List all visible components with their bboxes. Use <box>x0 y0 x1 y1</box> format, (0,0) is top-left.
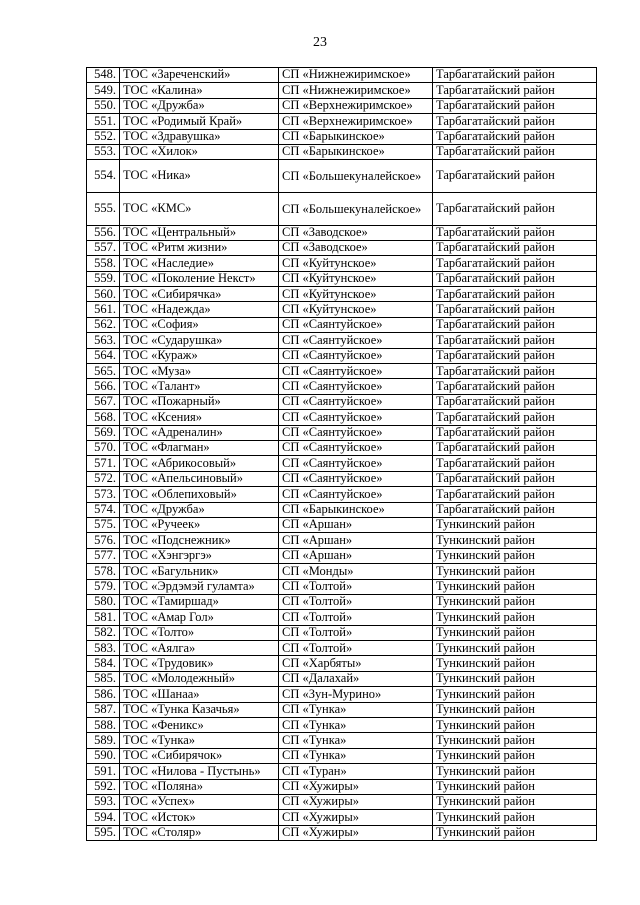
district-name: Тункинский район <box>433 733 597 748</box>
table-row <box>87 379 597 394</box>
row-number: 548. <box>87 68 120 83</box>
district-name: Тункинский район <box>433 718 597 733</box>
settlement-name: СП «Саянтуйское» <box>279 317 433 332</box>
row-number: 581. <box>87 610 120 625</box>
row-number: 586. <box>87 687 120 702</box>
settlement-name: СП «Саянтуйское» <box>279 456 433 471</box>
tos-name: ТОС «Ручеек» <box>120 517 279 532</box>
settlement-name: СП «Саянтуйское» <box>279 364 433 379</box>
row-number: 591. <box>87 764 120 779</box>
district-name: Тункинский район <box>433 702 597 717</box>
table-row <box>87 718 597 733</box>
row-number: 595. <box>87 825 120 840</box>
settlement-name: СП «Барыкинское» <box>279 129 433 144</box>
table-row <box>87 271 597 286</box>
tos-name: ТОС «Нилова - Пустынь» <box>120 764 279 779</box>
tos-name: ТОС «Флагман» <box>120 441 279 456</box>
row-number: 569. <box>87 425 120 440</box>
tos-name: ТОС «Поляна» <box>120 779 279 794</box>
tos-name: ТОС «Эрдэмэй гуламта» <box>120 579 279 594</box>
district-name: Тарбагатайский район <box>433 456 597 471</box>
settlement-name: СП «Тунка» <box>279 702 433 717</box>
table-body <box>87 68 597 841</box>
tos-name: ТОС «Толто» <box>120 625 279 640</box>
tos-name: ТОС «Подснежник» <box>120 533 279 548</box>
district-name: Тункинский район <box>433 548 597 563</box>
row-number: 564. <box>87 348 120 363</box>
tos-name: ТОС «Хэнгэргэ» <box>120 548 279 563</box>
tos-name: ТОС «Апельсиновый» <box>120 471 279 486</box>
table-row <box>87 256 597 271</box>
district-name: Тарбагатайский район <box>433 471 597 486</box>
table-row <box>87 348 597 363</box>
table-row <box>87 394 597 409</box>
table-row <box>87 656 597 671</box>
settlement-name: СП «Тунка» <box>279 733 433 748</box>
settlement-name: СП «Большекуналейское» <box>279 192 433 225</box>
settlement-name: СП «Тунка» <box>279 748 433 763</box>
settlement-name: СП «Хужиры» <box>279 779 433 794</box>
settlement-name: СП «Саянтуйское» <box>279 348 433 363</box>
settlement-name: СП «Большекуналейское» <box>279 160 433 193</box>
district-name: Тункинский район <box>433 671 597 686</box>
settlement-name: СП «Куйтунское» <box>279 271 433 286</box>
row-number: 585. <box>87 671 120 686</box>
row-number: 572. <box>87 471 120 486</box>
settlement-name: СП «Саянтуйское» <box>279 441 433 456</box>
table-row <box>87 487 597 502</box>
tos-name: ТОС «Ритм жизни» <box>120 240 279 255</box>
district-name: Тарбагатайский район <box>433 441 597 456</box>
row-number: 571. <box>87 456 120 471</box>
tos-name: ТОС «Исток» <box>120 810 279 825</box>
settlement-name: СП «Саянтуйское» <box>279 394 433 409</box>
table-row <box>87 225 597 240</box>
settlement-name: СП «Саянтуйское» <box>279 410 433 425</box>
row-number: 570. <box>87 441 120 456</box>
tos-name: ТОС «Ксения» <box>120 410 279 425</box>
row-number: 555. <box>87 192 120 225</box>
row-number: 594. <box>87 810 120 825</box>
district-name: Тункинский район <box>433 656 597 671</box>
tos-name: ТОС «Успех» <box>120 794 279 809</box>
district-name: Тарбагатайский район <box>433 68 597 83</box>
row-number: 578. <box>87 564 120 579</box>
row-number: 583. <box>87 641 120 656</box>
table-row <box>87 548 597 563</box>
table-row <box>87 144 597 159</box>
district-name: Тарбагатайский район <box>433 192 597 225</box>
settlement-name: СП «Куйтунское» <box>279 287 433 302</box>
row-number: 561. <box>87 302 120 317</box>
settlement-name: СП «Тунка» <box>279 718 433 733</box>
row-number: 567. <box>87 394 120 409</box>
district-name: Тарбагатайский район <box>433 144 597 159</box>
tos-name: ТОС «Шанаа» <box>120 687 279 702</box>
row-number: 565. <box>87 364 120 379</box>
tos-name: ТОС «Феникс» <box>120 718 279 733</box>
district-name: Тункинский район <box>433 794 597 809</box>
district-name: Тункинский район <box>433 779 597 794</box>
district-name: Тарбагатайский район <box>433 302 597 317</box>
settlement-name: СП «Куйтунское» <box>279 302 433 317</box>
table-row <box>87 83 597 98</box>
table-row <box>87 240 597 255</box>
settlement-name: СП «Далахай» <box>279 671 433 686</box>
district-name: Тарбагатайский район <box>433 271 597 286</box>
table-row <box>87 302 597 317</box>
table-row <box>87 687 597 702</box>
table-row <box>87 641 597 656</box>
tos-name: ТОС «Облепиховый» <box>120 487 279 502</box>
settlement-name: СП «Харбяты» <box>279 656 433 671</box>
settlement-name: СП «Толтой» <box>279 579 433 594</box>
tos-name: ТОС «Столяр» <box>120 825 279 840</box>
row-number: 558. <box>87 256 120 271</box>
tos-name: ТОС «Багульник» <box>120 564 279 579</box>
tos-name: ТОС «Наследие» <box>120 256 279 271</box>
table-row <box>87 748 597 763</box>
tos-name: ТОС «Сибирячок» <box>120 748 279 763</box>
district-name: Тарбагатайский район <box>433 410 597 425</box>
table-row <box>87 825 597 840</box>
district-name: Тункинский район <box>433 517 597 532</box>
district-name: Тункинский район <box>433 810 597 825</box>
row-number: 551. <box>87 114 120 129</box>
row-number: 579. <box>87 579 120 594</box>
settlement-name: СП «Аршан» <box>279 533 433 548</box>
district-name: Тункинский район <box>433 594 597 609</box>
district-name: Тарбагатайский район <box>433 317 597 332</box>
settlement-name: СП «Саянтуйское» <box>279 425 433 440</box>
tos-name: ТОС «Муза» <box>120 364 279 379</box>
tos-name: ТОС «Адреналин» <box>120 425 279 440</box>
tos-name: ТОС «Поколение Некст» <box>120 271 279 286</box>
table-row <box>87 625 597 640</box>
district-name: Тарбагатайский район <box>433 379 597 394</box>
row-number: 589. <box>87 733 120 748</box>
tos-name: ТОС «София» <box>120 317 279 332</box>
tos-name: ТОС «Ника» <box>120 160 279 193</box>
tos-name: ТОС «Молодежный» <box>120 671 279 686</box>
district-name: Тарбагатайский район <box>433 129 597 144</box>
settlement-name: СП «Барыкинское» <box>279 144 433 159</box>
table-row <box>87 502 597 517</box>
district-name: Тункинский район <box>433 610 597 625</box>
row-number: 584. <box>87 656 120 671</box>
table-row <box>87 733 597 748</box>
district-name: Тарбагатайский район <box>433 114 597 129</box>
tos-name: ТОС «Кураж» <box>120 348 279 363</box>
row-number: 568. <box>87 410 120 425</box>
settlement-name: СП «Саянтуйское» <box>279 471 433 486</box>
table-row <box>87 114 597 129</box>
settlement-name: СП «Аршан» <box>279 548 433 563</box>
settlement-name: СП «Толтой» <box>279 641 433 656</box>
district-name: Тарбагатайский район <box>433 83 597 98</box>
district-name: Тункинский район <box>433 764 597 779</box>
settlement-name: СП «Хужиры» <box>279 825 433 840</box>
row-number: 588. <box>87 718 120 733</box>
table-row <box>87 456 597 471</box>
district-name: Тарбагатайский район <box>433 98 597 113</box>
settlement-name: СП «Толтой» <box>279 594 433 609</box>
tos-name: ТОС «Сударушка» <box>120 333 279 348</box>
district-name: Тарбагатайский район <box>433 425 597 440</box>
table-row <box>87 764 597 779</box>
tos-name: ТОС «Сибирячка» <box>120 287 279 302</box>
table-row <box>87 364 597 379</box>
table-row <box>87 441 597 456</box>
district-name: Тункинский район <box>433 533 597 548</box>
tos-name: ТОС «Дружба» <box>120 502 279 517</box>
settlement-name: СП «Верхнежиримское» <box>279 98 433 113</box>
table-row <box>87 517 597 532</box>
settlement-name: СП «Заводское» <box>279 240 433 255</box>
row-number: 563. <box>87 333 120 348</box>
settlement-name: СП «Нижнежиримское» <box>279 83 433 98</box>
row-number: 556. <box>87 225 120 240</box>
district-name: Тарбагатайский район <box>433 160 597 193</box>
settlement-name: СП «Хужиры» <box>279 794 433 809</box>
row-number: 582. <box>87 625 120 640</box>
district-name: Тарбагатайский район <box>433 287 597 302</box>
table-row <box>87 794 597 809</box>
tos-name: ТОС «Абрикосовый» <box>120 456 279 471</box>
tos-name: ТОС «Тамиршад» <box>120 594 279 609</box>
district-name: Тарбагатайский район <box>433 225 597 240</box>
settlement-name: СП «Туран» <box>279 764 433 779</box>
district-name: Тарбагатайский район <box>433 502 597 517</box>
row-number: 580. <box>87 594 120 609</box>
settlement-name: СП «Зун-Мурино» <box>279 687 433 702</box>
district-name: Тункинский район <box>433 687 597 702</box>
row-number: 553. <box>87 144 120 159</box>
row-number: 590. <box>87 748 120 763</box>
settlement-name: СП «Верхнежиримское» <box>279 114 433 129</box>
table-row <box>87 564 597 579</box>
settlement-name: СП «Заводское» <box>279 225 433 240</box>
row-number: 559. <box>87 271 120 286</box>
district-name: Тункинский район <box>433 564 597 579</box>
row-number: 554. <box>87 160 120 193</box>
tos-registry-table <box>86 67 597 841</box>
table-row <box>87 333 597 348</box>
row-number: 577. <box>87 548 120 563</box>
row-number: 562. <box>87 317 120 332</box>
row-number: 560. <box>87 287 120 302</box>
district-name: Тарбагатайский район <box>433 348 597 363</box>
district-name: Тарбагатайский район <box>433 364 597 379</box>
tos-name: ТОС «Хилок» <box>120 144 279 159</box>
table-row <box>87 317 597 332</box>
table-row <box>87 129 597 144</box>
tos-name: ТОС «Центральный» <box>120 225 279 240</box>
settlement-name: СП «Хужиры» <box>279 810 433 825</box>
row-number: 593. <box>87 794 120 809</box>
row-number: 557. <box>87 240 120 255</box>
row-number: 574. <box>87 502 120 517</box>
table-row <box>87 160 597 193</box>
settlement-name: СП «Аршан» <box>279 517 433 532</box>
table-row <box>87 192 597 225</box>
settlement-name: СП «Куйтунское» <box>279 256 433 271</box>
tos-name: ТОС «Талант» <box>120 379 279 394</box>
district-name: Тарбагатайский район <box>433 333 597 348</box>
row-number: 549. <box>87 83 120 98</box>
district-name: Тарбагатайский район <box>433 256 597 271</box>
settlement-name: СП «Саянтуйское» <box>279 333 433 348</box>
table-row <box>87 594 597 609</box>
settlement-name: СП «Саянтуйское» <box>279 379 433 394</box>
row-number: 576. <box>87 533 120 548</box>
district-name: Тункинский район <box>433 748 597 763</box>
tos-name: ТОС «Тунка» <box>120 733 279 748</box>
settlement-name: СП «Саянтуйское» <box>279 487 433 502</box>
tos-name: ТОС «Трудовик» <box>120 656 279 671</box>
row-number: 592. <box>87 779 120 794</box>
page-number: 23 <box>313 35 327 50</box>
table-row <box>87 610 597 625</box>
table-row <box>87 671 597 686</box>
tos-name: ТОС «Тунка Казачья» <box>120 702 279 717</box>
table-row <box>87 779 597 794</box>
table-row <box>87 579 597 594</box>
tos-name: ТОС «Калина» <box>120 83 279 98</box>
table-row <box>87 68 597 83</box>
table-row <box>87 810 597 825</box>
table-row <box>87 98 597 113</box>
settlement-name: СП «Толтой» <box>279 610 433 625</box>
table-row <box>87 471 597 486</box>
row-number: 575. <box>87 517 120 532</box>
tos-name: ТОС «Дружба» <box>120 98 279 113</box>
settlement-name: СП «Толтой» <box>279 625 433 640</box>
tos-name: ТОС «Пожарный» <box>120 394 279 409</box>
tos-name: ТОС «Аялга» <box>120 641 279 656</box>
table-row <box>87 287 597 302</box>
tos-name: ТОС «Зареченский» <box>120 68 279 83</box>
settlement-name: СП «Монды» <box>279 564 433 579</box>
district-name: Тункинский район <box>433 641 597 656</box>
row-number: 552. <box>87 129 120 144</box>
table-row <box>87 533 597 548</box>
district-name: Тункинский район <box>433 579 597 594</box>
district-name: Тункинский район <box>433 625 597 640</box>
tos-name: ТОС «КМС» <box>120 192 279 225</box>
settlement-name: СП «Нижнежиримское» <box>279 68 433 83</box>
district-name: Тункинский район <box>433 825 597 840</box>
table-row <box>87 425 597 440</box>
district-name: Тарбагатайский район <box>433 487 597 502</box>
row-number: 566. <box>87 379 120 394</box>
tos-name: ТОС «Здравушка» <box>120 129 279 144</box>
table-row <box>87 702 597 717</box>
table-row <box>87 410 597 425</box>
row-number: 573. <box>87 487 120 502</box>
district-name: Тарбагатайский район <box>433 394 597 409</box>
tos-name: ТОС «Амар Гол» <box>120 610 279 625</box>
tos-name: ТОС «Родимый Край» <box>120 114 279 129</box>
row-number: 550. <box>87 98 120 113</box>
row-number: 587. <box>87 702 120 717</box>
tos-name: ТОС «Надежда» <box>120 302 279 317</box>
settlement-name: СП «Барыкинское» <box>279 502 433 517</box>
district-name: Тарбагатайский район <box>433 240 597 255</box>
